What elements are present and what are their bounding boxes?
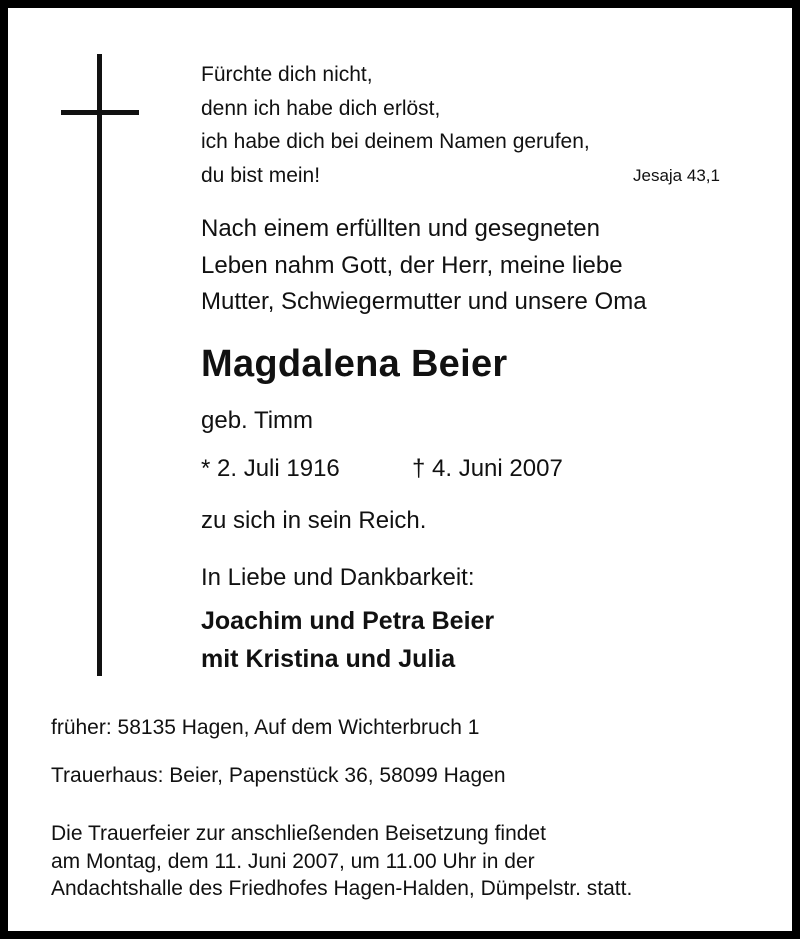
mourner-line: Joachim und Petra Beier [201,607,495,635]
intro-text [201,211,647,321]
verse-line: Fürchte dich nicht, [201,63,373,86]
closing-line: zu sich in sein Reich. [201,507,427,534]
ceremony-info [51,820,632,903]
verse-line: ich habe dich bei deinem Namen gerufen, [201,130,590,153]
ceremony-line: Die Trauerfeier zur anschließenden Beisetzung findet [51,822,546,845]
mourners-names [201,602,494,678]
cross-vertical-bar [97,54,102,676]
mourners-intro: In Liebe und Dankbarkeit: [201,564,475,591]
cross-horizontal-bar [61,110,139,115]
verse-line: du bist mein! [201,163,321,187]
death-date: † 4. Juni 2007 [412,455,563,482]
verse-line: denn ich habe dich erlöst, [201,96,441,120]
birth-date: * 2. Juli 1916 [201,455,340,482]
mourning-house-address: Trauerhaus: Beier, Papenstück 36, 58099 Hagen [51,764,506,787]
intro-line: Mutter, Schwiegermutter und unsere Oma [201,288,647,315]
former-address: früher: 58135 Hagen, Auf dem Wichterbruch 1 [51,716,480,739]
verse-reference: Jesaja 43,1 [633,166,720,185]
mourner-line: mit Kristina und Julia [201,645,456,673]
ceremony-line: Andachtshalle des Friedhofes Hagen-Halden, Dümpelstr. statt. [51,877,633,900]
intro-line: Nach einem erfüllten und gesegneten [201,215,600,242]
deceased-name: Magdalena Beier [201,343,508,385]
ceremony-line: am Montag, dem 11. Juni 2007, um 11.00 Uhr in der [51,849,535,873]
bible-verse [201,58,590,192]
intro-line: Leben nahm Gott, der Herr, meine liebe [201,251,623,279]
birth-name: geb. Timm [201,407,314,434]
